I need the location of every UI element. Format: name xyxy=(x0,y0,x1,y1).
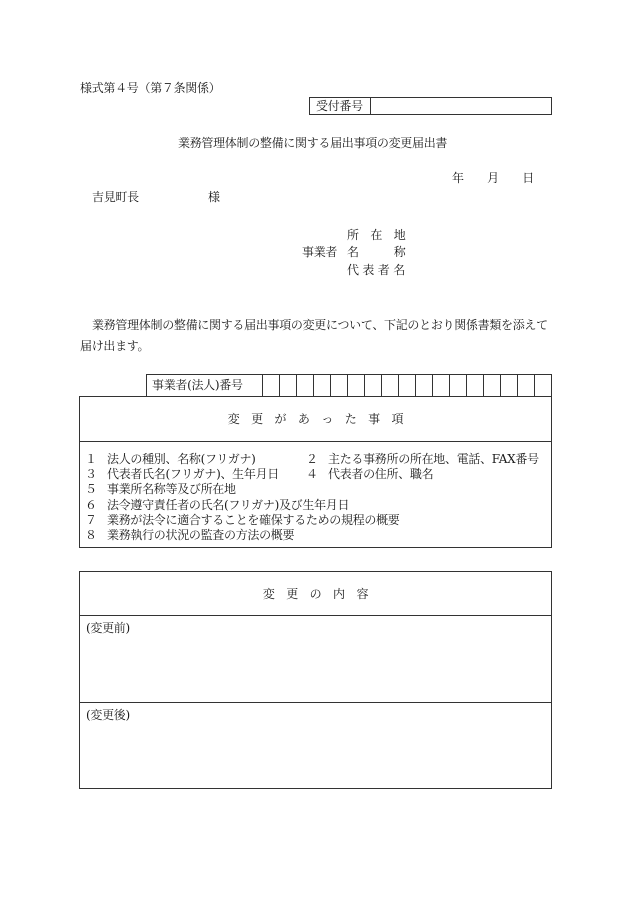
changed-items-box xyxy=(79,396,552,548)
list-item xyxy=(85,482,236,497)
document-title: 業務管理体制の整備に関する届出事項の変更届出書 xyxy=(178,136,448,150)
receipt-number-field xyxy=(371,98,551,114)
addressee-honorific: 様 xyxy=(208,190,220,204)
item-number: ８ xyxy=(85,527,97,542)
business-number-label: 事業者(法人)番号 xyxy=(147,375,263,396)
list-item xyxy=(85,452,306,467)
receipt-number-box xyxy=(309,97,552,115)
list-item xyxy=(306,452,539,467)
business-number-row xyxy=(146,374,552,397)
change-details-box xyxy=(79,571,552,789)
after-change-label: (変更後) xyxy=(86,708,130,722)
business-number-digit-cell xyxy=(467,375,484,396)
business-number-digit-cell xyxy=(365,375,382,396)
list-item xyxy=(85,513,400,528)
item-number: ４ xyxy=(306,467,318,482)
item-number: ７ xyxy=(85,512,97,527)
item-label: 業務が法令に適合することを確保するための規程の概要 xyxy=(107,512,400,527)
changed-items-row xyxy=(85,467,551,482)
changed-items-row xyxy=(85,482,551,497)
item-label: 代表者の住所、職名 xyxy=(328,467,434,482)
applicant-name-label: 名 称 xyxy=(347,245,406,259)
business-number-digit-cell xyxy=(263,375,280,396)
changed-items-list xyxy=(80,442,551,543)
before-change-label: (変更前) xyxy=(86,621,130,635)
business-number-digit-cell xyxy=(433,375,450,396)
item-number: １ xyxy=(85,452,97,466)
item-number: ３ xyxy=(85,467,97,482)
notice-line: 届け出ます。 xyxy=(80,339,150,353)
form-number-label: 様式第４号（第７条関係） xyxy=(80,81,221,95)
business-number-digit-cell xyxy=(484,375,501,396)
item-label: 代表者氏名(フリガナ)、生年月日 xyxy=(107,467,279,482)
business-number-digit-cell xyxy=(314,375,331,396)
business-number-digit-cell xyxy=(535,375,551,396)
business-number-digit-cell xyxy=(399,375,416,396)
addressee-name: 吉見町長 xyxy=(92,190,139,204)
business-number-digit-cell xyxy=(280,375,297,396)
business-number-digit-cell xyxy=(518,375,535,396)
applicant-representative-label: 代表者名 xyxy=(347,263,409,277)
business-number-digit-cell xyxy=(450,375,467,396)
changed-items-row xyxy=(85,513,551,528)
item-number: ５ xyxy=(85,482,97,497)
item-label: 主たる事務所の所在地、電話、FAX番号 xyxy=(328,452,539,466)
applicant-group-label: 事業者 xyxy=(302,245,338,259)
business-number-digit-cell xyxy=(382,375,399,396)
business-number-digit-cell xyxy=(348,375,365,396)
changed-items-row xyxy=(85,498,551,513)
list-item xyxy=(85,528,294,543)
list-item xyxy=(85,498,349,513)
item-label: 法令遵守責任者の氏名(フリガナ)及び生年月日 xyxy=(107,497,350,512)
changed-items-row xyxy=(85,528,551,543)
item-label: 事業所名称等及び所在地 xyxy=(107,482,236,497)
list-item xyxy=(85,467,306,482)
changed-items-heading: 変 更 が あ っ た 事 項 xyxy=(80,397,551,442)
item-label: 業務執行の状況の監査の方法の概要 xyxy=(107,527,295,542)
item-number: ６ xyxy=(85,497,97,512)
changed-items-row xyxy=(85,452,551,467)
change-details-heading: 変 更 の 内 容 xyxy=(80,572,551,616)
before-change-section xyxy=(80,616,551,703)
applicant-address-label: 所 在 地 xyxy=(347,228,406,242)
after-change-section xyxy=(80,703,551,787)
notice-line: 業務管理体制の整備に関する届出事項の変更について、下記のとおり関係書類を添えて xyxy=(92,318,548,332)
receipt-number-label: 受付番号 xyxy=(310,98,371,114)
business-number-digit-cell xyxy=(501,375,518,396)
business-number-digit-cell xyxy=(331,375,348,396)
item-label: 法人の種別、名称(フリガナ) xyxy=(107,452,256,466)
list-item xyxy=(306,467,433,482)
business-number-digit-cell xyxy=(416,375,433,396)
notice-text xyxy=(80,315,548,357)
business-number-digit-cell xyxy=(297,375,314,396)
date-line: 年 月 日 xyxy=(452,171,534,185)
item-number: ２ xyxy=(306,452,318,466)
